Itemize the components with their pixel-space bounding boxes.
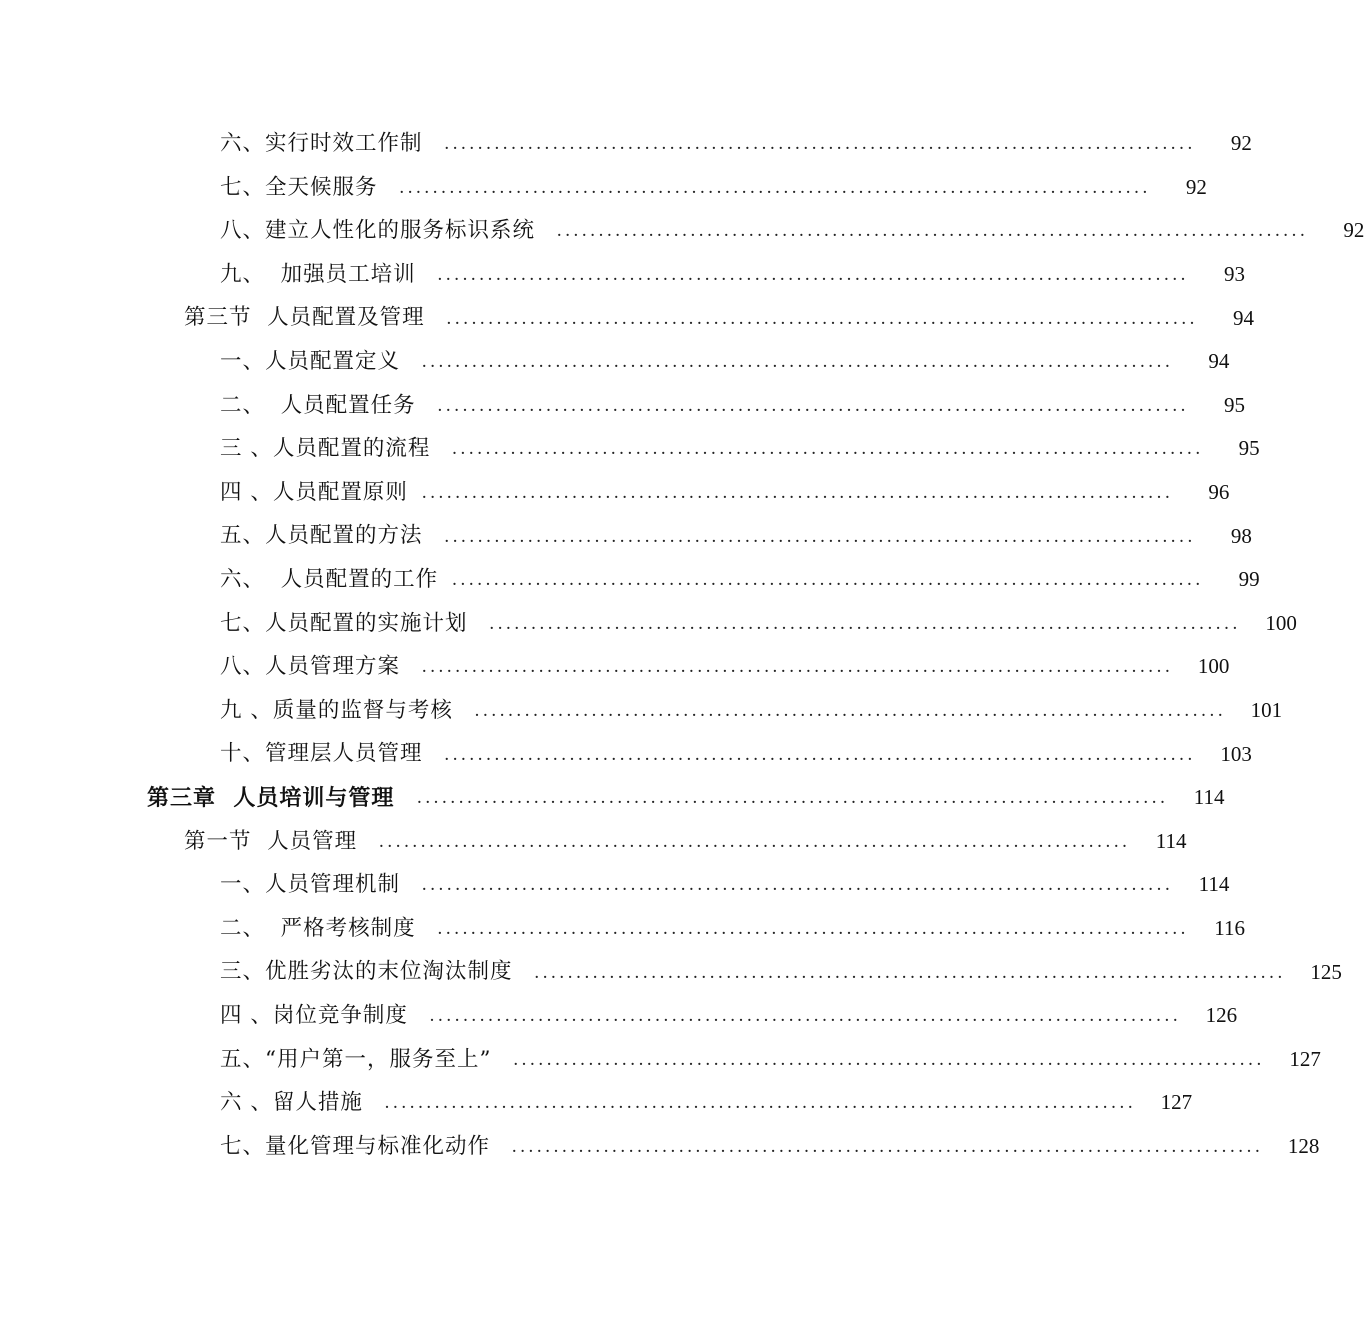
toc-entry[interactable] [0,427,1260,471]
toc-entry-title: 七、人员配置的实施计划 [220,610,476,636]
toc-entry-page: 98 [1230,523,1252,548]
dot-leader: .......................................................................................... [437,394,1190,416]
toc-entry-page: 92 [1343,218,1364,243]
toc-entry[interactable] [0,950,1342,994]
dot-leader: .......................................................................................... [421,482,1174,504]
dot-leader: .......................................................................................... [452,438,1204,460]
toc-entry-page: 99 [1238,567,1260,592]
toc-entry-title: 九、 加强员工培训 [220,261,424,287]
toc-entry[interactable] [0,602,1297,646]
toc-entry[interactable] [0,689,1283,733]
toc-entry-page: 103 [1220,741,1252,766]
dot-leader: .......................................................................................... [511,1135,1264,1157]
toc-entry-title: 六、实行时效工作制 [220,131,431,157]
toc-entry[interactable] [0,122,1252,166]
toc-entry[interactable] [0,166,1207,210]
toc-entry[interactable] [0,1125,1320,1169]
toc-entry-page: 96 [1208,480,1230,505]
toc-entry[interactable] [0,1081,1193,1125]
dot-leader: .......................................................................................... [416,787,1169,809]
toc-entry-page: 94 [1208,349,1230,374]
toc-entry-page: 95 [1224,392,1246,417]
toc-section-entry[interactable] [0,820,1187,864]
dot-leader: .......................................................................................... [429,1005,1182,1027]
toc-entry[interactable] [0,863,1230,907]
toc-entry-title: 八、人员管理方案 [220,654,408,680]
toc-entry-title: 三 、人员配置的流程 [220,436,439,462]
toc-section-entry[interactable] [0,296,1255,340]
dot-leader: .......................................................................................... [437,264,1190,286]
toc-entry-page: 100 [1197,654,1230,679]
toc-entry[interactable] [0,907,1246,951]
toc-entry-title: 七、量化管理与标准化动作 [220,1133,498,1159]
dot-leader: .......................................................................................... [384,1092,1137,1114]
toc-entry[interactable] [0,994,1238,1038]
toc-entry-page: 125 [1310,959,1342,984]
toc-entry-page: 126 [1205,1003,1238,1028]
toc-entry-title: 第三章 人员培训与管理 [147,784,403,811]
dot-leader: .......................................................................................... [379,830,1131,852]
toc-entry[interactable] [0,340,1230,384]
toc-entry-page: 127 [1160,1090,1193,1115]
toc-entry[interactable] [0,384,1246,428]
dot-leader: .......................................................................................... [446,307,1199,329]
toc-entry-title: 九 、质量的监督与考核 [220,697,461,723]
toc-entry-title: 一、人员配置定义 [220,349,408,375]
toc-entry[interactable] [0,253,1246,297]
toc-entry-page: 94 [1233,305,1255,330]
dot-leader: .......................................................................................... [489,612,1241,634]
toc-entry[interactable] [0,645,1230,689]
toc-entry-page: 114 [1198,872,1230,897]
toc-entry-title: 二、 严格考核制度 [220,915,424,941]
toc-entry-title: 五、“用户第一，服务至上” [220,1046,500,1072]
dot-leader: .......................................................................................... [421,874,1174,896]
toc-entry-page: 92 [1185,174,1207,199]
toc-entry-title: 十、管理层人员管理 [220,741,431,767]
toc-entry-page: 92 [1230,131,1252,156]
toc-entry-title: 八、建立人性化的服务标识系统 [220,218,543,244]
toc-entry-page: 114 [1155,828,1187,853]
toc-entry-title: 一、人员管理机制 [220,872,408,898]
dot-leader: .......................................................................................... [452,569,1204,591]
table-of-contents [0,122,1364,1168]
dot-leader: .......................................................................................... [421,656,1174,678]
toc-entry[interactable] [0,209,1364,253]
dot-leader: .......................................................................................... [444,525,1196,547]
toc-entry-title: 四 、人员配置原则 [220,479,408,505]
toc-entry-title: 第一节 人员管理 [184,828,366,854]
toc-entry[interactable] [0,514,1252,558]
toc-entry[interactable] [0,558,1260,602]
dot-leader: .......................................................................................... [444,133,1196,155]
toc-entry-title: 六 、留人措施 [220,1090,371,1116]
dot-leader: .......................................................................................... [421,351,1174,373]
toc-chapter-entry[interactable] [0,776,1225,820]
toc-entry-title: 七、全天候服务 [220,174,386,200]
toc-entry-title: 第三节 人员配置及管理 [184,305,433,331]
dot-leader: .......................................................................................... [556,220,1309,242]
toc-entry-page: 93 [1224,262,1246,287]
toc-entry[interactable] [0,1037,1321,1081]
dot-leader: .......................................................................................... [534,961,1286,983]
toc-entry[interactable] [0,471,1230,515]
toc-entry-page: 127 [1289,1046,1321,1071]
toc-entry-page: 116 [1214,915,1246,940]
toc-entry-title: 五、人员配置的方法 [220,523,431,549]
toc-entry-page: 114 [1193,785,1225,810]
toc-entry-title: 四 、岗位竞争制度 [220,1002,416,1028]
toc-entry-page: 128 [1287,1133,1320,1158]
toc-entry-page: 100 [1265,610,1297,635]
toc-entry-page: 101 [1250,698,1283,723]
dot-leader: .......................................................................................... [474,700,1227,722]
dot-leader: .......................................................................................... [399,176,1151,198]
toc-entry-title: 三、优胜劣汰的末位淘汰制度 [220,959,521,985]
dot-leader: .......................................................................................... [513,1048,1265,1070]
toc-entry[interactable] [0,732,1252,776]
toc-entry-page: 95 [1238,436,1260,461]
dot-leader: .......................................................................................... [444,743,1196,765]
toc-entry-title: 六、 人员配置的工作 [220,566,439,592]
dot-leader: .......................................................................................... [437,917,1190,939]
toc-entry-title: 二、 人员配置任务 [220,392,424,418]
